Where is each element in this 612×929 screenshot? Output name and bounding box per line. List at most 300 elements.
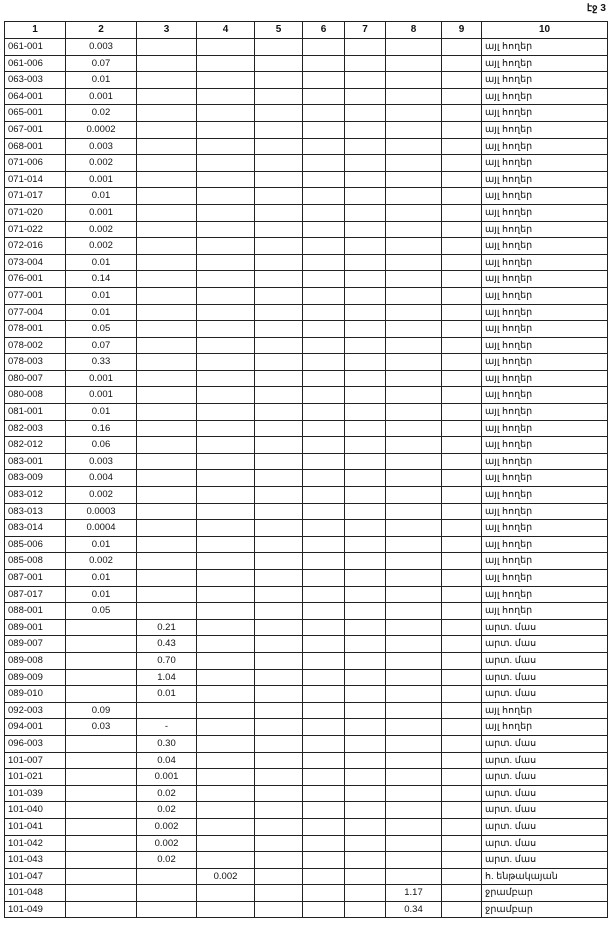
cell-col-3: [137, 171, 197, 188]
cell-col-8: [386, 138, 442, 155]
cell-col-1: 085-008: [5, 553, 66, 570]
cell-col-6: [303, 254, 345, 271]
cell-col-9: [442, 636, 482, 653]
cell-col-6: [303, 370, 345, 387]
cell-col-6: [303, 55, 345, 72]
cell-col-5: [255, 88, 303, 105]
cell-col-3: [137, 868, 197, 885]
cell-col-5: [255, 686, 303, 703]
cell-col-2: 0.002: [66, 487, 137, 504]
cell-col-2: 0.01: [66, 254, 137, 271]
cell-col-10: արտ. մաս: [482, 669, 608, 686]
cell-col-1: 072-016: [5, 238, 66, 255]
cell-col-8: [386, 586, 442, 603]
cell-col-7: [345, 719, 386, 736]
page-number-label: էջ 3: [586, 3, 606, 14]
cell-col-9: [442, 72, 482, 89]
table-row: [5, 121, 608, 138]
cell-col-4: [197, 901, 255, 918]
cell-col-2: [66, 785, 137, 802]
cell-col-3: 0.21: [137, 619, 197, 636]
cell-col-7: [345, 652, 386, 669]
table-row: [5, 603, 608, 620]
cell-col-4: [197, 138, 255, 155]
cell-col-5: [255, 155, 303, 172]
cell-col-1: 101-041: [5, 818, 66, 835]
cell-col-4: [197, 686, 255, 703]
cell-col-7: [345, 337, 386, 354]
cell-col-1: 065-001: [5, 105, 66, 122]
cell-col-6: [303, 138, 345, 155]
cell-col-3: [137, 138, 197, 155]
cell-col-10: այլ հողեր: [482, 188, 608, 205]
cell-col-3: [137, 72, 197, 89]
table-row: [5, 802, 608, 819]
table-row: [5, 570, 608, 587]
cell-col-7: [345, 487, 386, 504]
cell-col-5: [255, 304, 303, 321]
cell-col-6: [303, 752, 345, 769]
cell-col-7: [345, 155, 386, 172]
cell-col-6: [303, 503, 345, 520]
cell-col-8: [386, 536, 442, 553]
cell-col-3: 0.001: [137, 769, 197, 786]
cell-col-1: 083-009: [5, 470, 66, 487]
cell-col-4: [197, 105, 255, 122]
cell-col-1: 092-003: [5, 702, 66, 719]
cell-col-3: [137, 536, 197, 553]
cell-col-5: [255, 503, 303, 520]
cell-col-3: [137, 387, 197, 404]
cell-col-6: [303, 769, 345, 786]
cell-col-7: [345, 238, 386, 255]
cell-col-3: [137, 885, 197, 902]
table-row: [5, 553, 608, 570]
cell-col-9: [442, 138, 482, 155]
cell-col-7: [345, 453, 386, 470]
cell-col-4: [197, 188, 255, 205]
table-row: [5, 901, 608, 918]
cell-col-8: [386, 39, 442, 56]
cell-col-1: 078-003: [5, 354, 66, 371]
cell-col-6: [303, 702, 345, 719]
cell-col-3: 0.02: [137, 852, 197, 869]
cell-col-6: [303, 818, 345, 835]
cell-col-5: [255, 404, 303, 421]
cell-col-7: [345, 121, 386, 138]
cell-col-3: 0.01: [137, 686, 197, 703]
cell-col-6: [303, 404, 345, 421]
cell-col-8: [386, 619, 442, 636]
cell-col-8: [386, 603, 442, 620]
cell-col-6: [303, 437, 345, 454]
cell-col-4: [197, 702, 255, 719]
cell-col-8: [386, 735, 442, 752]
cell-col-3: 0.70: [137, 652, 197, 669]
cell-col-3: -: [137, 719, 197, 736]
cell-col-4: [197, 72, 255, 89]
cell-col-3: [137, 105, 197, 122]
cell-col-9: [442, 105, 482, 122]
cell-col-10: այլ հողեր: [482, 221, 608, 238]
cell-col-5: [255, 669, 303, 686]
cell-col-4: [197, 619, 255, 636]
cell-col-8: 0.34: [386, 901, 442, 918]
cell-col-2: 0.001: [66, 387, 137, 404]
cell-col-3: [137, 702, 197, 719]
cell-col-1: 094-001: [5, 719, 66, 736]
cell-col-3: [137, 238, 197, 255]
cell-col-4: [197, 254, 255, 271]
table-row: [5, 868, 608, 885]
cell-col-9: [442, 188, 482, 205]
cell-col-9: [442, 39, 482, 56]
cell-col-7: [345, 354, 386, 371]
cell-col-4: [197, 570, 255, 587]
cell-col-6: [303, 337, 345, 354]
cell-col-9: [442, 769, 482, 786]
cell-col-7: [345, 55, 386, 72]
cell-col-3: [137, 404, 197, 421]
cell-col-6: [303, 636, 345, 653]
cell-col-1: 071-020: [5, 204, 66, 221]
cell-col-9: [442, 321, 482, 338]
cell-col-10: արտ. մաս: [482, 619, 608, 636]
table-row: [5, 686, 608, 703]
cell-col-3: [137, 603, 197, 620]
cell-col-9: [442, 901, 482, 918]
cell-col-6: [303, 39, 345, 56]
cell-col-5: [255, 271, 303, 288]
cell-col-9: [442, 536, 482, 553]
cell-col-3: 0.002: [137, 835, 197, 852]
column-header-2: 2: [66, 22, 137, 39]
cell-col-7: [345, 570, 386, 587]
cell-col-3: [137, 271, 197, 288]
cell-col-6: [303, 669, 345, 686]
cell-col-6: [303, 420, 345, 437]
table-row: [5, 503, 608, 520]
cell-col-3: 0.02: [137, 802, 197, 819]
cell-col-8: [386, 702, 442, 719]
cell-col-4: [197, 652, 255, 669]
cell-col-5: [255, 769, 303, 786]
cell-col-5: [255, 287, 303, 304]
cell-col-4: [197, 835, 255, 852]
cell-col-10: արտ. մաս: [482, 818, 608, 835]
cell-col-8: 1.17: [386, 885, 442, 902]
table-row: [5, 304, 608, 321]
cell-col-5: [255, 719, 303, 736]
cell-col-6: [303, 188, 345, 205]
cell-col-7: [345, 586, 386, 603]
cell-col-7: [345, 553, 386, 570]
cell-col-3: [137, 254, 197, 271]
cell-col-6: [303, 570, 345, 587]
table-body: [5, 39, 608, 918]
cell-col-4: [197, 553, 255, 570]
cell-col-4: [197, 636, 255, 653]
cell-col-4: [197, 437, 255, 454]
cell-col-3: [137, 470, 197, 487]
cell-col-3: [137, 221, 197, 238]
cell-col-5: [255, 204, 303, 221]
cell-col-4: [197, 669, 255, 686]
cell-col-10: այլ հողեր: [482, 520, 608, 537]
table-row: [5, 188, 608, 205]
cell-col-6: [303, 520, 345, 537]
column-header-3: 3: [137, 22, 197, 39]
cell-col-6: [303, 88, 345, 105]
cell-col-10: այլ հողեր: [482, 105, 608, 122]
cell-col-7: [345, 901, 386, 918]
table-row: [5, 271, 608, 288]
cell-col-10: այլ հողեր: [482, 254, 608, 271]
cell-col-5: [255, 702, 303, 719]
cell-col-8: [386, 769, 442, 786]
cell-col-6: [303, 868, 345, 885]
cell-col-1: 076-001: [5, 271, 66, 288]
cell-col-3: [137, 304, 197, 321]
cell-col-3: [137, 39, 197, 56]
cell-col-10: այլ հողեր: [482, 88, 608, 105]
cell-col-1: 101-039: [5, 785, 66, 802]
cell-col-10: այլ հողեր: [482, 337, 608, 354]
cell-col-4: [197, 238, 255, 255]
cell-col-9: [442, 868, 482, 885]
cell-col-2: [66, 686, 137, 703]
cell-col-8: [386, 254, 442, 271]
table-row: [5, 769, 608, 786]
header-row: [5, 22, 608, 39]
cell-col-7: [345, 39, 386, 56]
table-row: [5, 636, 608, 653]
cell-col-10: արտ. մաս: [482, 802, 608, 819]
cell-col-9: [442, 835, 482, 852]
cell-col-8: [386, 72, 442, 89]
cell-col-5: [255, 868, 303, 885]
cell-col-6: [303, 785, 345, 802]
cell-col-5: [255, 387, 303, 404]
cell-col-4: [197, 503, 255, 520]
cell-col-3: [137, 503, 197, 520]
cell-col-8: [386, 636, 442, 653]
cell-col-2: [66, 818, 137, 835]
table-row: [5, 88, 608, 105]
cell-col-9: [442, 520, 482, 537]
cell-col-3: [137, 586, 197, 603]
cell-col-2: [66, 735, 137, 752]
cell-col-7: [345, 536, 386, 553]
cell-col-2: [66, 885, 137, 902]
cell-col-2: 0.01: [66, 404, 137, 421]
cell-col-7: [345, 188, 386, 205]
cell-col-3: 0.30: [137, 735, 197, 752]
cell-col-10: արտ. մաս: [482, 652, 608, 669]
cell-col-7: [345, 835, 386, 852]
cell-col-1: 067-001: [5, 121, 66, 138]
cell-col-6: [303, 221, 345, 238]
table-row: [5, 155, 608, 172]
cell-col-10: այլ հողեր: [482, 453, 608, 470]
cell-col-8: [386, 370, 442, 387]
cell-col-8: [386, 88, 442, 105]
table-row: [5, 171, 608, 188]
cell-col-10: այլ հողեր: [482, 271, 608, 288]
cell-col-6: [303, 487, 345, 504]
cell-col-10: արտ. մաս: [482, 636, 608, 653]
cell-col-9: [442, 254, 482, 271]
cell-col-3: [137, 487, 197, 504]
cell-col-4: [197, 155, 255, 172]
cell-col-1: 101-007: [5, 752, 66, 769]
cell-col-6: [303, 586, 345, 603]
cell-col-2: 0.07: [66, 337, 137, 354]
cell-col-2: 0.09: [66, 702, 137, 719]
cell-col-3: [137, 188, 197, 205]
cell-col-1: 083-001: [5, 453, 66, 470]
cell-col-2: 0.16: [66, 420, 137, 437]
cell-col-3: 0.02: [137, 785, 197, 802]
cell-col-7: [345, 105, 386, 122]
cell-col-10: այլ հողեր: [482, 387, 608, 404]
cell-col-5: [255, 470, 303, 487]
table-row: [5, 536, 608, 553]
cell-col-1: 101-021: [5, 769, 66, 786]
cell-col-2: 0.004: [66, 470, 137, 487]
cell-col-4: [197, 39, 255, 56]
cell-col-8: [386, 354, 442, 371]
cell-col-1: 101-048: [5, 885, 66, 902]
cell-col-3: [137, 321, 197, 338]
cell-col-5: [255, 254, 303, 271]
cell-col-6: [303, 287, 345, 304]
cell-col-7: [345, 138, 386, 155]
cell-col-7: [345, 437, 386, 454]
table-row: [5, 370, 608, 387]
column-header-9: 9: [442, 22, 482, 39]
cell-col-2: 0.001: [66, 171, 137, 188]
table-row: [5, 287, 608, 304]
cell-col-9: [442, 818, 482, 835]
cell-col-2: 0.001: [66, 204, 137, 221]
table-row: [5, 420, 608, 437]
cell-col-9: [442, 437, 482, 454]
cell-col-4: [197, 88, 255, 105]
cell-col-8: [386, 802, 442, 819]
cell-col-4: [197, 121, 255, 138]
cell-col-7: [345, 470, 386, 487]
cell-col-2: [66, 636, 137, 653]
cell-col-8: [386, 669, 442, 686]
cell-col-7: [345, 669, 386, 686]
cell-col-1: 101-049: [5, 901, 66, 918]
cell-col-7: [345, 503, 386, 520]
cell-col-10: այլ հողեր: [482, 487, 608, 504]
cell-col-9: [442, 802, 482, 819]
cell-col-10: արտ. մաս: [482, 752, 608, 769]
cell-col-5: [255, 619, 303, 636]
cell-col-2: 0.01: [66, 304, 137, 321]
cell-col-5: [255, 852, 303, 869]
cell-col-10: ջրամբար: [482, 885, 608, 902]
cell-col-8: [386, 868, 442, 885]
cell-col-10: արտ. մաս: [482, 852, 608, 869]
cell-col-6: [303, 885, 345, 902]
cell-col-7: [345, 520, 386, 537]
cell-col-2: [66, 852, 137, 869]
cell-col-2: 0.01: [66, 536, 137, 553]
cell-col-1: 089-009: [5, 669, 66, 686]
cell-col-9: [442, 752, 482, 769]
cell-col-6: [303, 238, 345, 255]
cell-col-3: [137, 155, 197, 172]
cell-col-8: [386, 785, 442, 802]
cell-col-5: [255, 354, 303, 371]
cell-col-9: [442, 852, 482, 869]
cell-col-5: [255, 39, 303, 56]
cell-col-1: 101-043: [5, 852, 66, 869]
cell-col-8: [386, 835, 442, 852]
cell-col-1: 071-014: [5, 171, 66, 188]
table-row: [5, 72, 608, 89]
cell-col-3: [137, 121, 197, 138]
cell-col-2: 0.003: [66, 39, 137, 56]
table-row: [5, 669, 608, 686]
cell-col-2: 0.0002: [66, 121, 137, 138]
table-row: [5, 39, 608, 56]
cell-col-7: [345, 603, 386, 620]
cell-col-9: [442, 337, 482, 354]
cell-col-2: 0.01: [66, 570, 137, 587]
cell-col-4: [197, 204, 255, 221]
column-header-8: 8: [386, 22, 442, 39]
cell-col-7: [345, 171, 386, 188]
cell-col-10: այլ հողեր: [482, 719, 608, 736]
cell-col-5: [255, 437, 303, 454]
cell-col-4: [197, 453, 255, 470]
cell-col-2: 0.002: [66, 553, 137, 570]
cell-col-10: այլ հողեր: [482, 287, 608, 304]
cell-col-10: ջրամբար: [482, 901, 608, 918]
cell-col-2: 0.05: [66, 321, 137, 338]
table-row: [5, 354, 608, 371]
cell-col-4: [197, 735, 255, 752]
cell-col-4: [197, 271, 255, 288]
cell-col-9: [442, 238, 482, 255]
cell-col-9: [442, 553, 482, 570]
cell-col-1: 089-010: [5, 686, 66, 703]
cell-col-3: [137, 420, 197, 437]
cell-col-3: [137, 55, 197, 72]
cell-col-9: [442, 719, 482, 736]
cell-col-7: [345, 72, 386, 89]
cell-col-8: [386, 852, 442, 869]
land-ledger-table: [4, 21, 608, 918]
cell-col-5: [255, 420, 303, 437]
table-row: [5, 404, 608, 421]
cell-col-1: 061-006: [5, 55, 66, 72]
cell-col-2: 0.002: [66, 155, 137, 172]
table-row: [5, 321, 608, 338]
cell-col-1: 077-004: [5, 304, 66, 321]
cell-col-8: [386, 818, 442, 835]
table-row: [5, 221, 608, 238]
cell-col-2: [66, 802, 137, 819]
cell-col-9: [442, 503, 482, 520]
cell-col-4: 0.002: [197, 868, 255, 885]
cell-col-2: 0.0004: [66, 520, 137, 537]
